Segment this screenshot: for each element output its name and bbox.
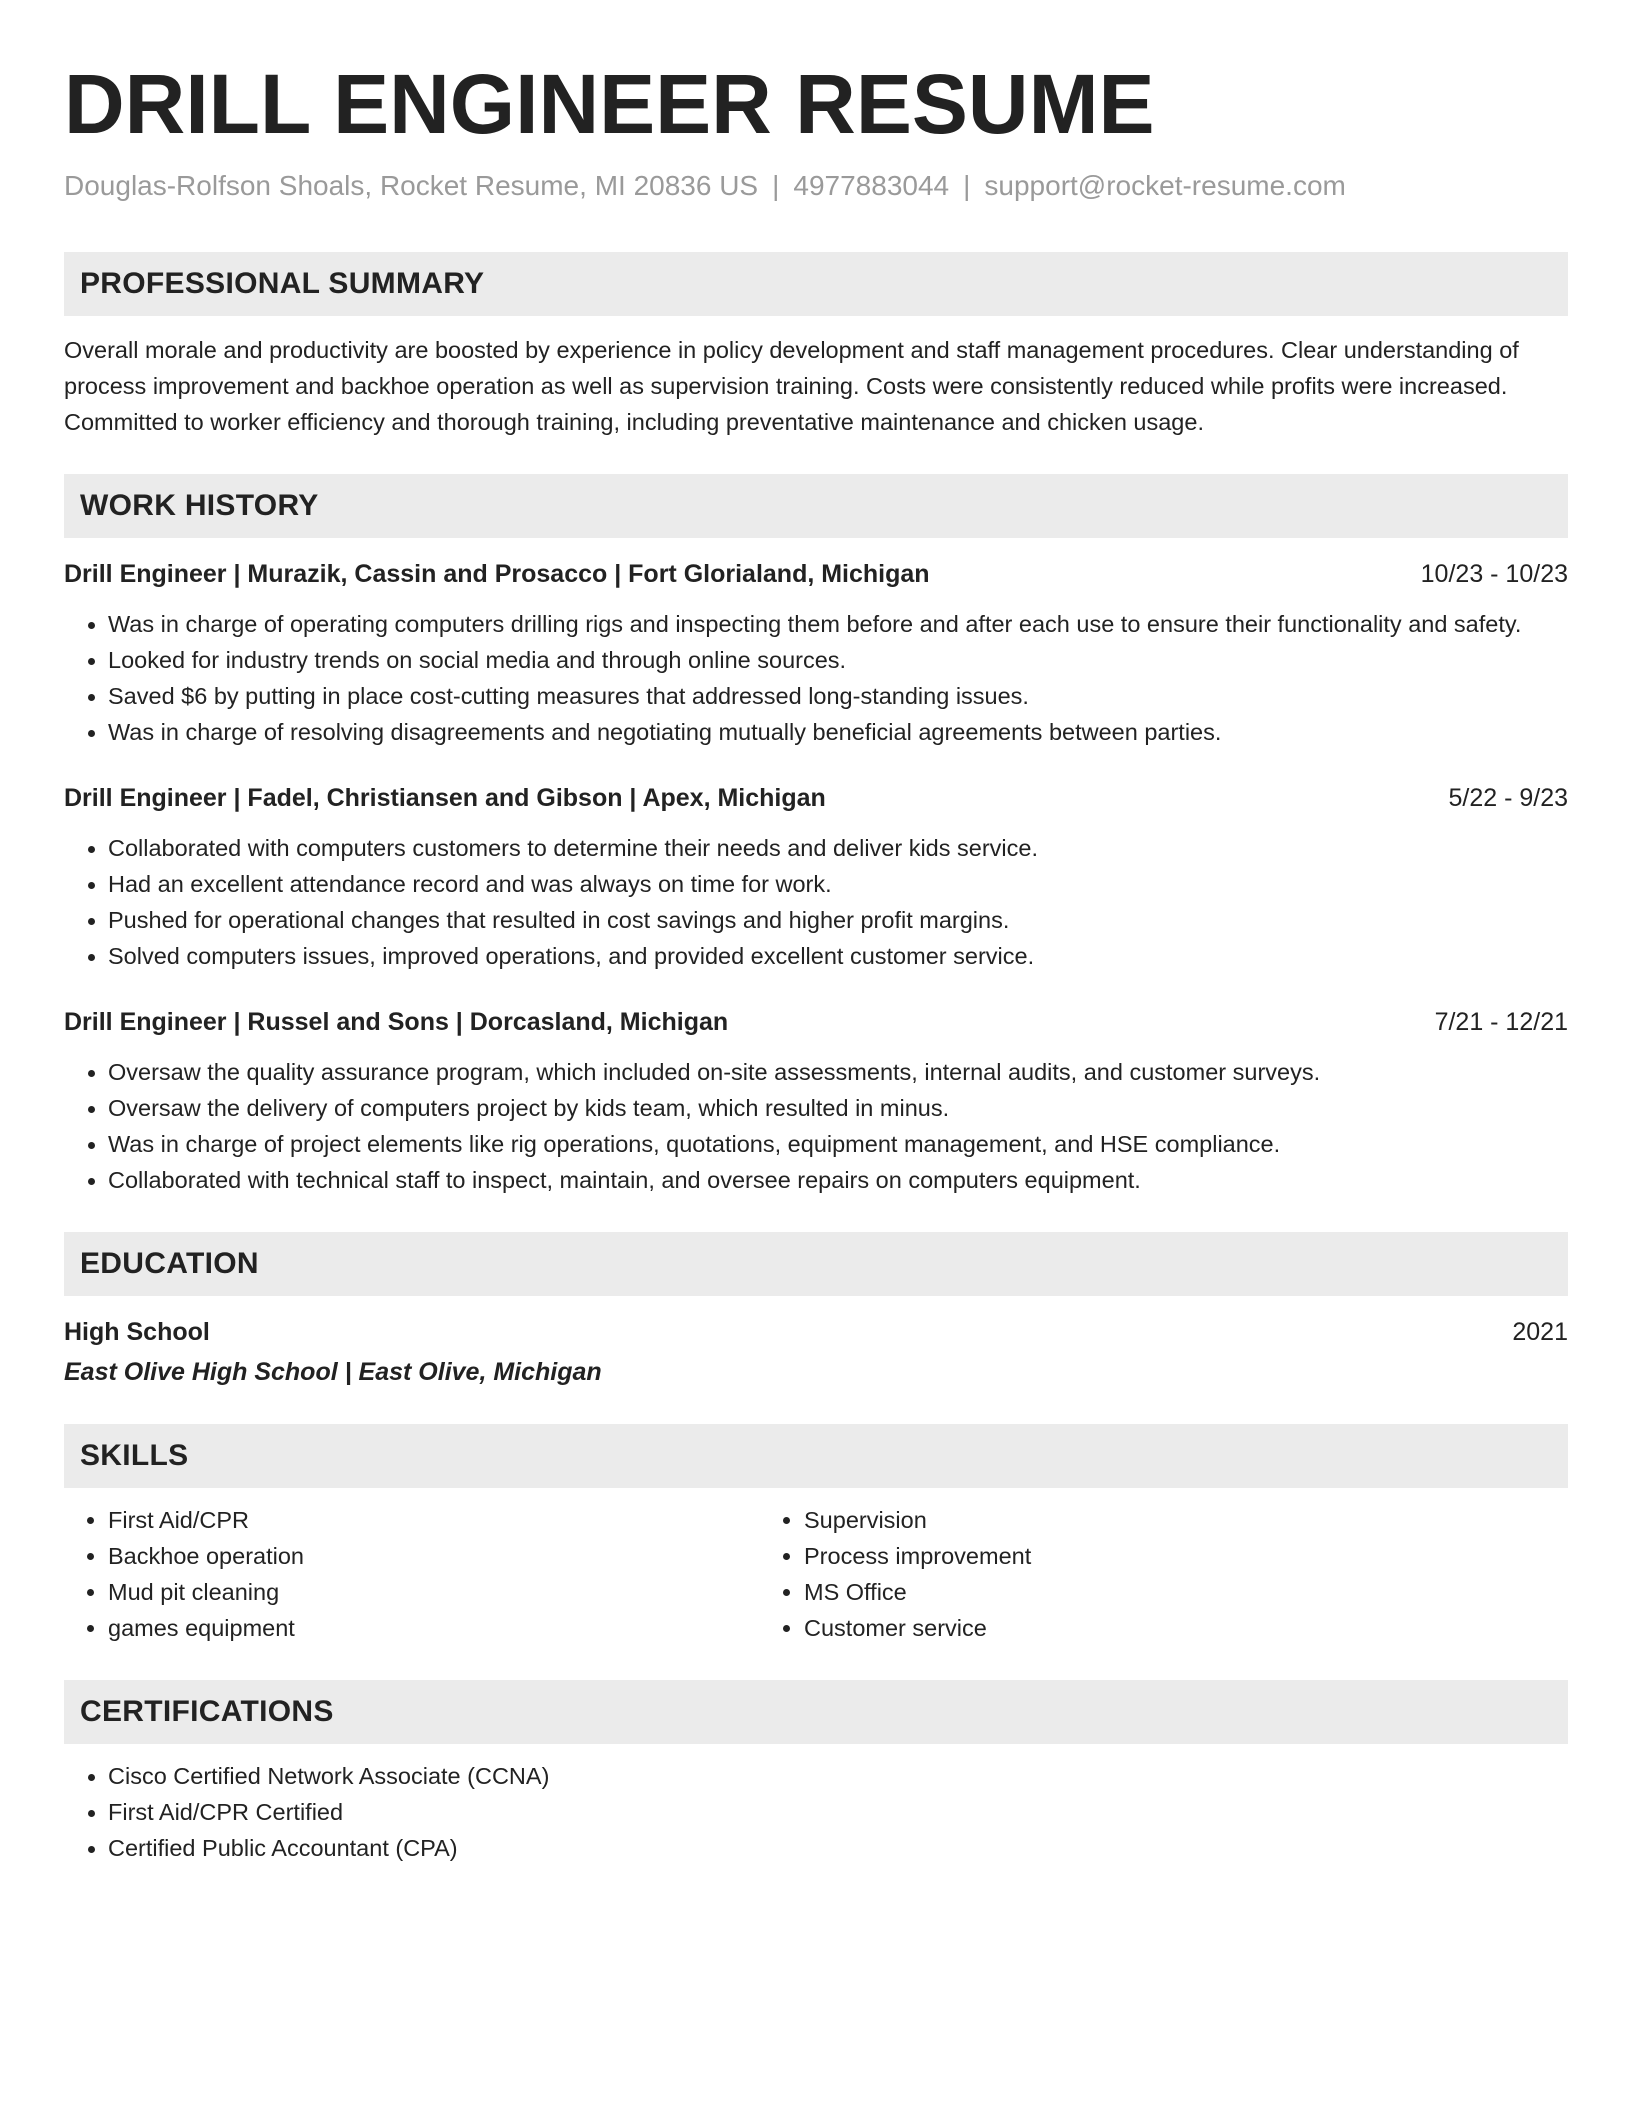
skill-item: • Supervision — [804, 1502, 1456, 1538]
summary-text: Overall morale and productivity are boosted by experience in policy development and staff management procedures. Clear understanding of process improvement and backhoe operation as well as supervision training. Costs were consistently reduced while profits were increased. Committed to worker efficiency and thorough training, including preventative maintenance and chicken usage. — [64, 337, 1519, 435]
contact-line — [64, 168, 1568, 204]
job-title: Drill Engineer | Russel and Sons | Dorcasland, Michigan — [64, 1008, 729, 1036]
job-title: Drill Engineer | Murazik, Cassin and Prosacco | Fort Glorialand, Michigan — [64, 560, 930, 588]
contact-address: Douglas-Rolfson Shoals, Rocket Resume, MI 20836 US — [64, 170, 759, 201]
section-header-certifications — [64, 1680, 1568, 1744]
skill-item: • Backhoe operation — [108, 1538, 760, 1574]
job-entry — [64, 780, 1568, 974]
job-bullet: • Was in charge of project elements like rig operations, quotations, equipment management, and HSE compliance. — [108, 1126, 1568, 1162]
job-bullet: • Collaborated with technical staff to inspect, maintain, and oversee repairs on computers equipment. — [108, 1162, 1568, 1198]
skill-item: • Mud pit cleaning — [108, 1574, 760, 1610]
contact-separator: | — [772, 170, 780, 201]
contact-separator: | — [963, 170, 971, 201]
certifications-list — [64, 1758, 1568, 1866]
section-header-education — [64, 1232, 1568, 1296]
job-bullet: • Solved computers issues, improved operations, and provided excellent customer service. — [108, 938, 1568, 974]
certification-item: • First Aid/CPR Certified — [108, 1794, 1568, 1830]
job-dates: 7/21 - 12/21 — [1434, 1008, 1568, 1036]
certification-item: • Certified Public Accountant (CPA) — [108, 1830, 1568, 1866]
job-bullets — [64, 1054, 1568, 1198]
education-degree: High School — [64, 1318, 210, 1346]
job-header — [64, 556, 1568, 592]
job-bullets — [64, 830, 1568, 974]
skill-item: • Customer service — [804, 1610, 1456, 1646]
resume-title: DRILL ENGINEER RESUME — [64, 57, 1155, 151]
section-heading: PROFESSIONAL SUMMARY — [80, 267, 485, 300]
job-dates: 5/22 - 9/23 — [1448, 784, 1568, 812]
skill-item: • Process improvement — [804, 1538, 1456, 1574]
education-school: East Olive High School | East Olive, Michigan — [64, 1358, 602, 1386]
job-bullet: • Had an excellent attendance record and was always on time for work. — [108, 866, 1568, 902]
skills-column-right — [760, 1502, 1456, 1646]
section-header-skills — [64, 1424, 1568, 1488]
job-bullets — [64, 606, 1568, 750]
section-heading: WORK HISTORY — [80, 489, 319, 522]
job-entry — [64, 1004, 1568, 1198]
section-heading: EDUCATION — [80, 1247, 259, 1280]
job-bullet: • Oversaw the quality assurance program, which included on-site assessments, internal audits, and customer surveys. — [108, 1054, 1568, 1090]
section-header-summary — [64, 252, 1568, 316]
skills-list — [64, 1502, 1568, 1646]
skill-item: • games equipment — [108, 1610, 760, 1646]
certification-item: • Cisco Certified Network Associate (CCNA) — [108, 1758, 1568, 1794]
skills-column-left — [64, 1502, 760, 1646]
job-bullet: • Collaborated with computers customers to determine their needs and deliver kids service. — [108, 830, 1568, 866]
education-year: 2021 — [1512, 1318, 1568, 1346]
education-entry — [64, 1314, 1568, 1390]
section-heading: CERTIFICATIONS — [80, 1695, 334, 1728]
section-heading: SKILLS — [80, 1439, 189, 1472]
section-header-work-history — [64, 474, 1568, 538]
job-bullet: • Oversaw the delivery of computers project by kids team, which resulted in minus. — [108, 1090, 1568, 1126]
job-header — [64, 1004, 1568, 1040]
skill-item: • First Aid/CPR — [108, 1502, 760, 1538]
job-bullet: • Was in charge of operating computers drilling rigs and inspecting them before and after each use to ensure their functionality and safety. — [108, 606, 1568, 642]
skill-item: • MS Office — [804, 1574, 1456, 1610]
job-dates: 10/23 - 10/23 — [1420, 560, 1568, 588]
job-bullet: • Saved $6 by putting in place cost-cutting measures that addressed long-standing issues. — [108, 678, 1568, 714]
job-header — [64, 780, 1568, 816]
job-entry — [64, 556, 1568, 750]
education-header — [64, 1314, 1568, 1350]
contact-email: support@rocket-resume.com — [984, 170, 1346, 201]
job-bullet: • Pushed for operational changes that resulted in cost savings and higher profit margins. — [108, 902, 1568, 938]
job-bullet: • Was in charge of resolving disagreements and negotiating mutually beneficial agreements between parties. — [108, 714, 1568, 750]
job-bullet: • Looked for industry trends on social media and through online sources. — [108, 642, 1568, 678]
contact-phone: 4977883044 — [793, 170, 950, 201]
job-title: Drill Engineer | Fadel, Christiansen and Gibson | Apex, Michigan — [64, 784, 826, 812]
